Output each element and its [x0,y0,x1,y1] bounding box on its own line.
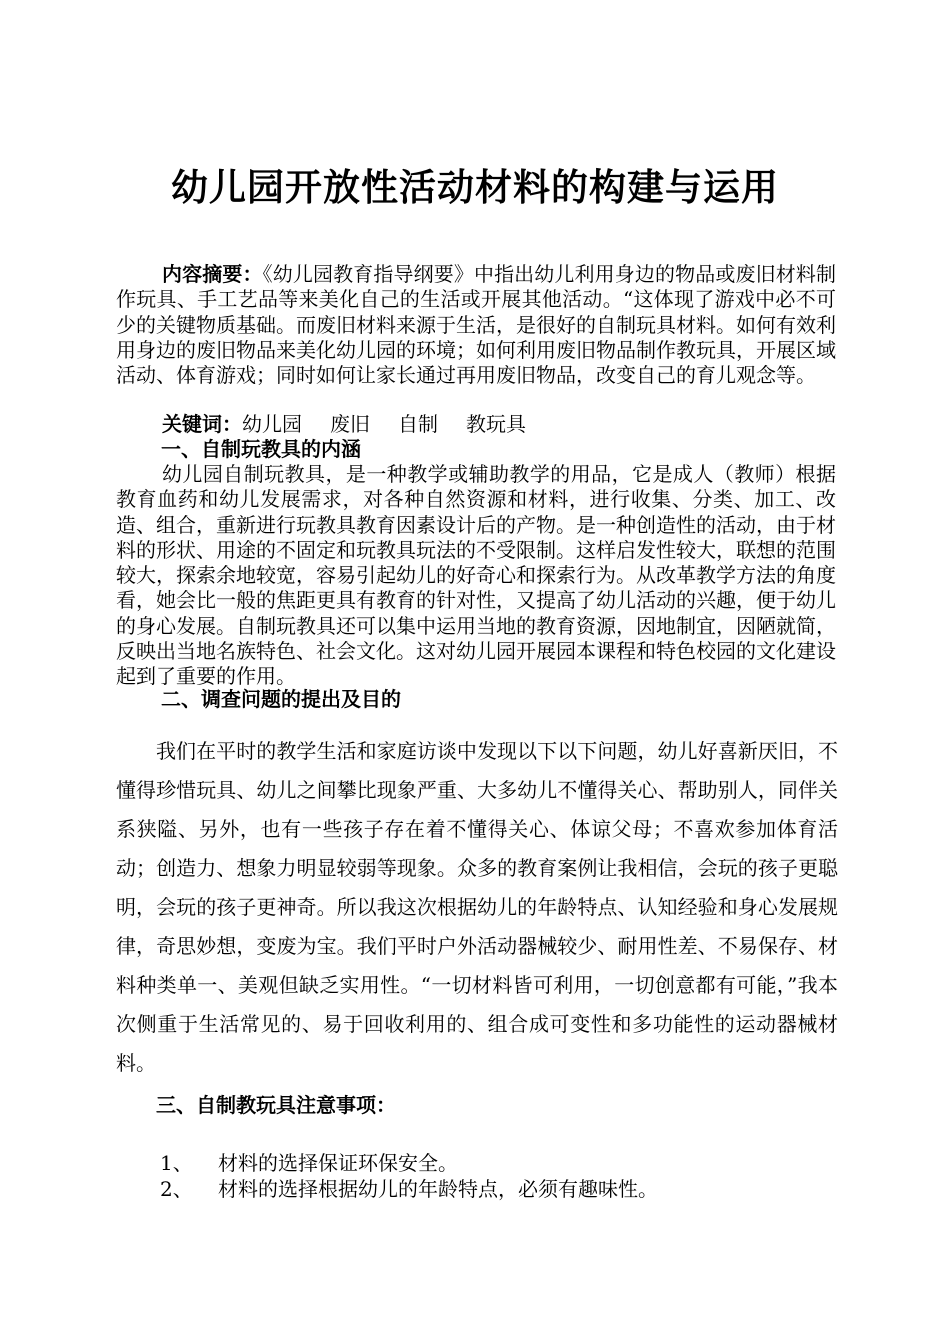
keywords-line [116,412,836,437]
list-item [160,1150,458,1176]
keyword: 自制 [398,412,438,436]
abstract-text: 《幼儿园教育指导纲要》中指出幼儿利用身边的物品或废旧材料制作玩具、手工艺品等来美化自己的生活或开展其他活动。“这体现了游戏中必不可少的关键物质基础。而废旧材料来源于生活，是很好的自制玩具材料。如何有效利用身边的废旧物品来美化幼儿园的环境；如何利用废旧物品制作教玩具，开展区域活动、体育游戏；同时如何让家长通过再用废旧物品，改变自己的育儿观念等。 [116,262,837,388]
section1-heading: 一、自制玩教具的内涵 [161,437,361,461]
section3-heading: 三、自制教玩具注意事项： [156,1093,396,1117]
keywords-label: 关键词： [162,412,242,436]
keyword: 废旧 [330,412,370,436]
section2-paragraph: 我们在平时的教学生活和家庭访谈中发现以下以下问题，幼儿好喜新厌旧，不懂得珍惜玩具、幼儿之间攀比现象严重、大多幼儿不懂得关心、帮助别人，同伴关系狭隘、另外，也有一些孩子存在着不懂得关心、体谅父母；不喜欢参加体育活动；创造力、想象力明显较弱等现象。众多的教育案例让我相信，会玩的孩子更聪明，会玩的孩子更神奇。所以我这次根据幼儿的年龄特点、认知经验和身心发展规律，奇思妙想，变废为宝。我们平时户外活动器械较少、耐用性差、不易保存、材料种类单一、美观但缺乏实用性。“一切材料皆可利用，一切创意都有可能，”我本次侧重于生活常见的、易于回收利用的、组合成可变性和多功能性的运动器械材料。 [116,739,838,1075]
list-number: 1、 [160,1151,193,1175]
section1-paragraph: 幼儿园自制玩教具，是一种教学或辅助教学的用品，它是成人（教师）根据教育血药和幼儿发展需求，对各种自然资源和材料，进行收集、分类、加工、改造、组合，重新进行玩教具教育因素设计后的产物。是一种创造性的活动，由于材料的形状、用途的不固定和玩教具玩法的不受限制。这样启发性较大，联想的范围较大，探索余地较宽，容易引起幼儿的好奇心和探索行为。从改革教学方法的角度看，她会比一般的焦距更具有教育的针对性，又提高了幼儿活动的兴趣，便于幼儿的身心发展。自制玩教具还可以集中运用当地的教育资源，因地制宜，因陋就简，反映出当地名族特色、社会文化。这对幼儿园开展园本课程和特色校园的文化建设起到了重要的作用。 [116,462,836,689]
list-text: 材料的选择保证环保安全。 [218,1151,458,1175]
keyword: 幼儿园 [242,412,302,436]
list-text: 材料的选择根据幼儿的年龄特点，必须有趣味性。 [218,1177,658,1201]
abstract-paragraph [116,262,836,388]
list-number: 2、 [160,1177,193,1201]
abstract-label: 内容摘要： [162,262,263,286]
keyword: 教玩具 [466,412,526,436]
document-title: 幼儿园开放性活动材料的构建与运用 [171,166,779,209]
section2-heading: 二、调查问题的提出及目的 [161,687,401,711]
list-item [160,1176,658,1202]
